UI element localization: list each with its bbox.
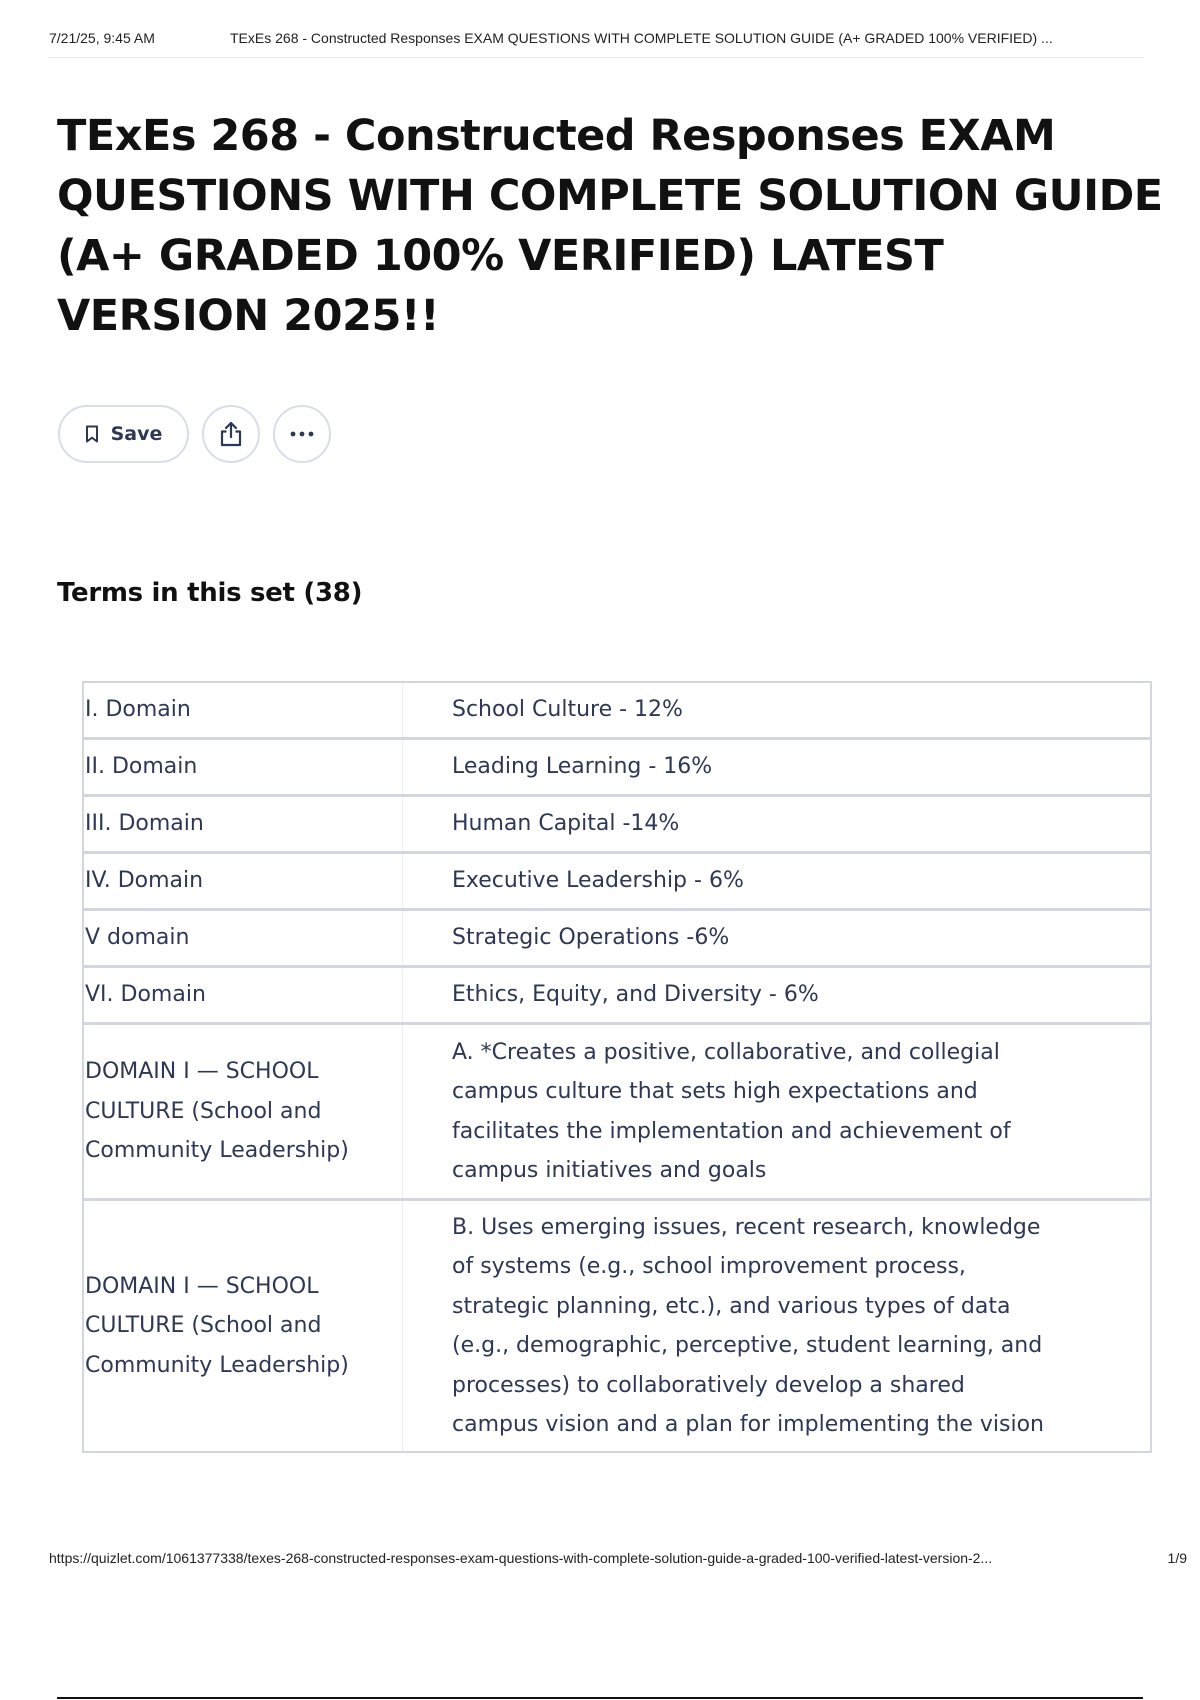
term-line: Community Leadership) [85,1138,349,1164]
page-indicator: 1/9 [1167,1550,1187,1566]
print-doc-title: TExEs 268 - Constructed Responses EXAM QUESTIONS WITH COMPLETE SOLUTION GUIDE (A+ GRADED 100% VERIFIED) ... [230,30,1053,46]
term-line: DOMAIN I — SCHOOL [85,1059,319,1085]
definition-line: campus culture that sets high expectations and [452,1079,978,1104]
term-text [84,1025,403,1198]
term-text: VI. Domain [84,968,403,1022]
term-text: II. Domain [84,740,403,794]
print-date: 7/21/25, 9:45 AM [49,30,155,46]
term-line: CULTURE (School and [85,1313,322,1339]
share-icon [218,420,244,448]
term-card[interactable] [82,681,1152,739]
definition-line: processes) to collaboratively develop a shared [452,1372,965,1398]
term-line: CULTURE (School and [85,1098,322,1124]
definition-line: campus vision and a plan for implementing the vision [452,1412,1044,1437]
terms-heading: Terms in this set (38) [57,578,363,608]
definition-line: B. Uses emerging issues, recent research, knowledge [452,1214,1041,1240]
set-actions [58,404,331,464]
definition-text: Human Capital -14% [452,811,680,836]
term-text: IV. Domain [84,854,403,908]
term-text [84,1201,403,1451]
print-url: https://quizlet.com/1061377338/texes-268-constructed-responses-exam-questions-with-complete-solution-guide-a-graded-100-verified-latest-version-2... [49,1550,993,1566]
page-bottom-divider [57,1697,1143,1699]
definition-line: strategic planning, etc.), and various types of data [452,1293,1011,1319]
term-card[interactable] [82,1023,1152,1200]
more-icon [289,431,315,437]
save-button-label: Save [110,423,163,445]
terms-table [82,681,1152,1453]
term-card[interactable] [82,852,1152,910]
term-card[interactable] [82,1199,1152,1453]
term-card[interactable] [82,738,1152,796]
term-text: I. Domain [84,683,403,737]
definition-text: Ethics, Equity, and Diversity - 6% [452,982,819,1007]
term-card[interactable] [82,966,1152,1024]
definition-text: Executive Leadership - 6% [452,868,744,893]
definition-line: campus initiatives and goals [452,1158,767,1183]
term-line: Community Leadership) [85,1352,349,1378]
header-divider [49,57,1144,58]
definition-line: (e.g., demographic, perceptive, student learning, and [452,1333,1043,1358]
term-text: V domain [84,911,403,965]
definition-line: A. *Creates a positive, collaborative, and collegial [452,1039,1000,1065]
definition-line: facilitates the implementation and achievement of [452,1118,1011,1144]
term-card[interactable] [82,909,1152,967]
page-title: TExEs 268 - Constructed Responses EXAM QUESTIONS WITH COMPLETE SOLUTION GUIDE (A+ GRADED 100% VERIFIED) LATEST VERSION 2025!! [57,111,1163,341]
definition-text [403,1025,1150,1198]
definition-text: Strategic Operations -6% [452,925,730,950]
term-line: DOMAIN I — SCHOOL [85,1273,319,1299]
definition-text [403,1201,1150,1451]
more-options-button[interactable] [273,405,331,463]
definition-line: of systems (e.g., school improvement process, [452,1254,966,1279]
term-text: III. Domain [84,797,403,851]
save-button[interactable] [58,405,189,463]
definition-text: Leading Learning - 16% [452,754,713,779]
share-button[interactable] [202,405,260,463]
definition-text: School Culture - 12% [452,697,683,722]
bookmark-icon [85,425,99,443]
term-card[interactable] [82,795,1152,853]
